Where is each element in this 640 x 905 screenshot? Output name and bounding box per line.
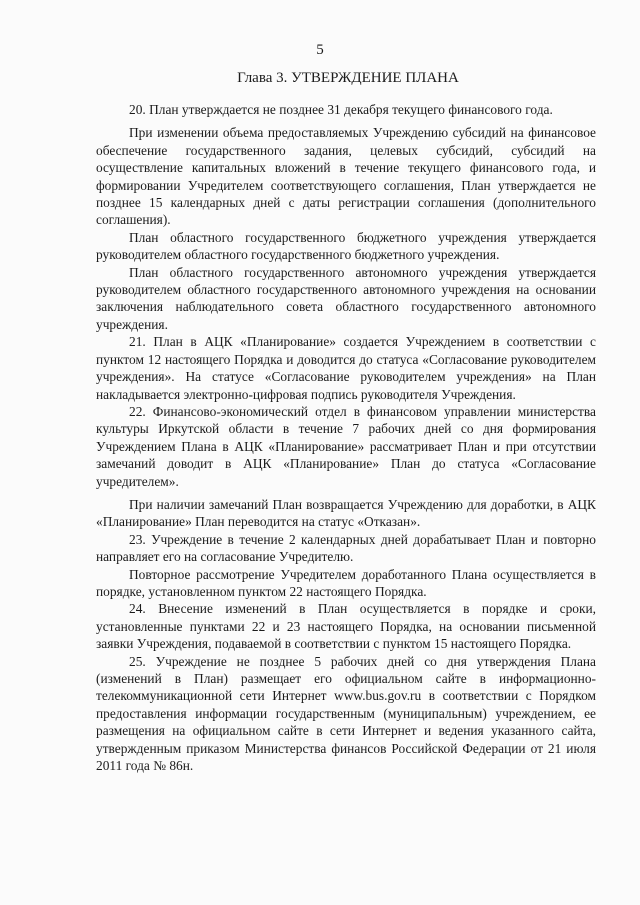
- paragraph-21: 21. План в АЦК «Планирование» создается Учреждением в соответствии с пунктом 12 настоящего Порядка и доводится до статуса «Согласование руководителем учреждения». На статусе «Согласование руководителем учреждения» на План накладывается электронно-цифровая подпись руководителя Учреждения.: [96, 334, 596, 402]
- paragraph-autonomous-institution: План областного государственного автономного учреждения утверждается руководителем областного государственного автономного учреждения на основании заключения наблюдательного совета областного государственного автономного учреждения.: [96, 264, 596, 332]
- paragraph-20: 20. План утверждается не позднее 31 декабря текущего финансового года.: [129, 102, 553, 117]
- chapter-title: Глава 3. УТВЕРЖДЕНИЕ ПЛАНА: [237, 70, 459, 86]
- paragraph-repeat-review: Повторное рассмотрение Учредителем доработанного Плана осуществляется в порядке, установленном пунктом 22 настоящего Порядка.: [96, 566, 596, 599]
- paragraph-remarks: При наличии замечаний План возвращается Учреждению для доработки, в АЦК «Планирование» План переводится на статус «Отказан».: [96, 496, 596, 530]
- page-number: 5: [316, 42, 324, 58]
- paragraph-22: 22. Финансово-экономический отдел в финансовом управлении министерства культуры Иркутской области в течение 7 рабочих дней со дня формирования Учреждением Плана в АЦК «Планирование» рассматривает План и при отсутствии замечаний доводит в АЦК «Планирование» План до статуса «Согласование учредителем».: [96, 403, 596, 489]
- body-text: [96, 101, 596, 774]
- paragraph-25: 25. Учреждение не позднее 5 рабочих дней со дня утверждения Плана (изменений в План) размещает его официальном сайте в информационно-телекоммуникационной сети Интернет www.bus.gov.ru в соответствии с Порядком предоставления информации государственным (муниципальным) учреждением, ее размещения на официальном сайте в сети Интернет и ведения указанного сайта, утвержденным приказом Министерства финансов Российской Федерации от 21 июля 2011 года № 86н.: [96, 653, 596, 774]
- paragraph-budget-institution: План областного государственного бюджетного учреждения утверждается руководителем областного государственного бюджетного учреждения.: [96, 229, 596, 263]
- paragraph-subsidy-change: При изменении объема предоставляемых Учреждению субсидий на финансовое обеспечение государственного задания, целевых субсидий, субсидий на осуществление капитальных вложений в течение текущего финансового года, и формировании Учредителем соответствующего соглашения, План утверждается не позднее 15 календарных дней с даты регистрации соглашения (дополнительного соглашения).: [96, 125, 596, 228]
- paragraph-24: 24. Внесение изменений в План осуществляется в порядке и сроки, установленные пунктами 22 и 23 настоящего Порядка, на основании письменной заявки Учреждения, подаваемой в соответствии с пунктом 15 настоящего Порядка.: [96, 601, 596, 652]
- paragraph-23: 23. Учреждение в течение 2 календарных дней дорабатывает План и повторно направляет его на согласование Учредителю.: [96, 531, 596, 565]
